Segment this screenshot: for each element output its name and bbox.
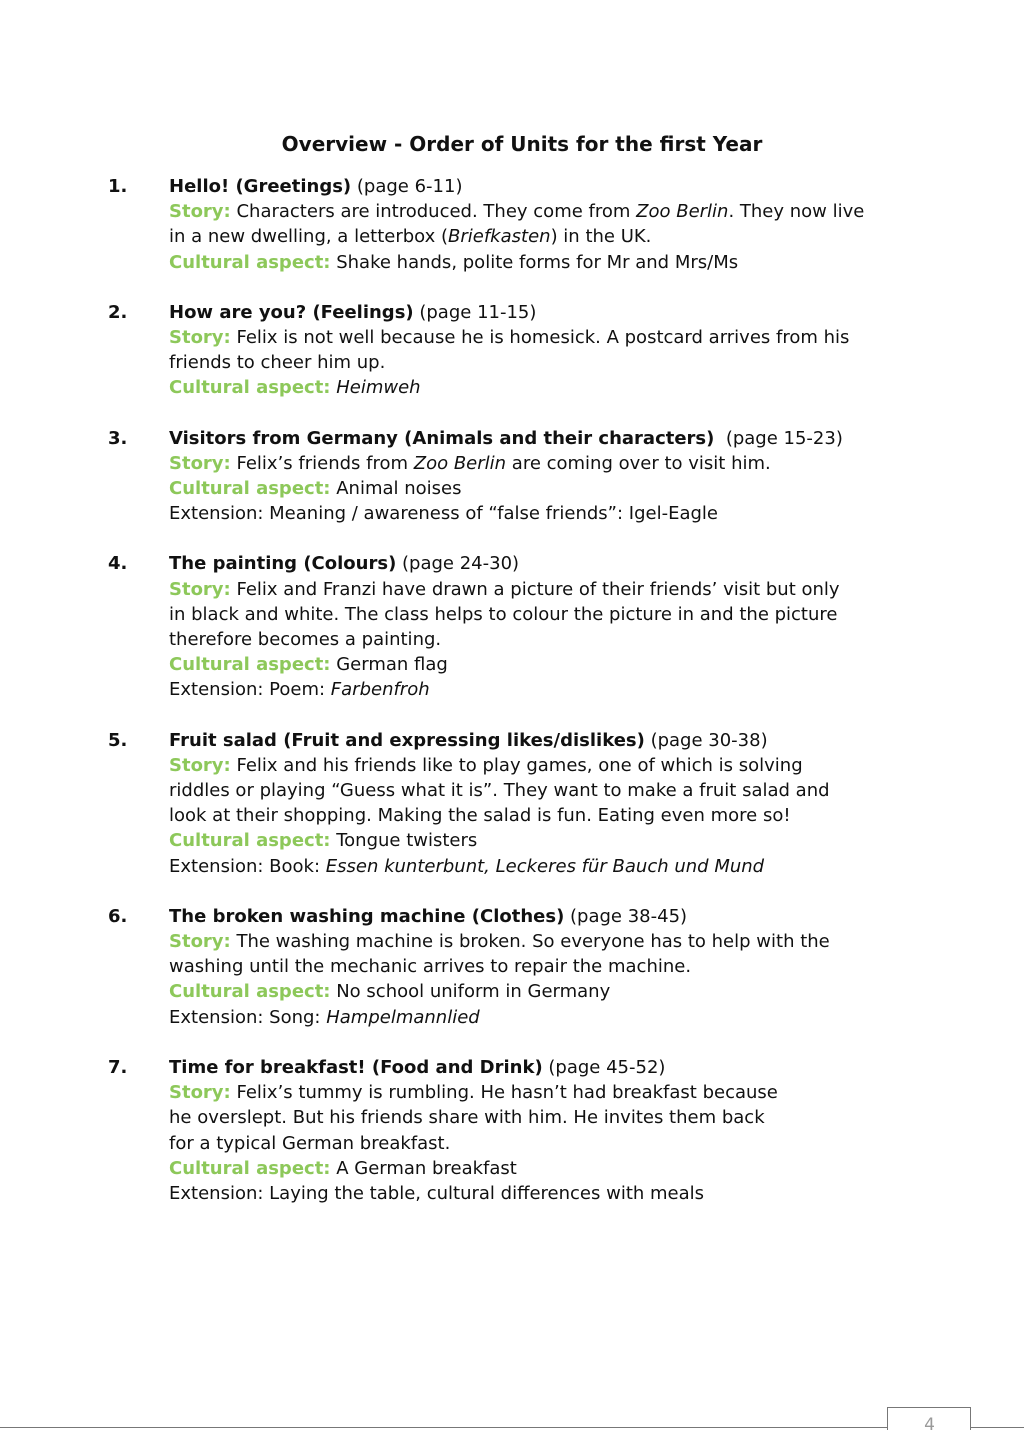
story-label: Story: [169,931,231,953]
unit-heading: The painting (Colours) [169,553,397,575]
unit-heading-line [169,1055,929,1080]
cultural-line [169,476,929,501]
unit-heading: The broken washing machine (Clothes) [169,905,565,927]
unit-pages: (page 6-11) [351,176,463,197]
story-italic: Briefkasten [448,226,551,248]
cultural-label: Cultural aspect: [169,377,331,399]
unit-6 [0,904,1024,1030]
cultural-italic: Heimweh [336,377,421,399]
unit-pages: (page 30-38) [644,729,768,751]
story-line [169,224,929,249]
extension-line [169,854,929,879]
unit-pages: (page 24-30) [396,553,520,575]
story-text: Felix’s friends from [230,452,414,474]
unit-heading: Fruit salad (Fruit and expressing likes/dislikes) [169,729,645,751]
unit-heading: Time for breakfast! (Food and Drink) [169,1056,543,1078]
cultural-line [169,250,929,275]
unit-body [169,551,929,702]
cultural-line [169,1156,929,1181]
story-line [169,1080,929,1105]
story-line [169,325,929,350]
extension-text: Extension: Book: [169,855,326,877]
unit-body [169,300,929,401]
units-list [0,174,1024,1231]
story-line [169,577,929,602]
unit-5 [0,728,1024,879]
story-text: Felix’s tummy is rumbling. He hasn’t had breakfast because [230,1082,778,1104]
unit-1 [0,174,1024,275]
cultural-label: Cultural aspect: [169,981,331,1003]
cultural-line [169,652,929,677]
cultural-text: No school uniform in Germany [330,981,611,1003]
story-line: washing until the mechanic arrives to repair the machine. [169,956,692,978]
unit-body [169,1055,929,1206]
unit-number: 1. [108,176,128,197]
story-line [169,199,929,224]
extension-italic: Hampelmannlied [326,1006,480,1028]
story-italic: Zoo Berlin [413,452,507,474]
unit-number: 2. [108,301,128,323]
unit-number: 6. [108,905,128,927]
story-line [169,753,929,778]
unit-heading-line [169,551,929,576]
story-line: for a typical German breakfast. [169,1132,451,1154]
story-text: The washing machine is broken. So everyone has to help with the [230,931,830,953]
cultural-text: Animal noises [330,478,462,500]
cultural-line [169,828,929,853]
cultural-label: Cultural aspect: [169,478,331,500]
unit-body [169,904,929,1030]
cultural-label: Cultural aspect: [169,251,331,273]
story-text: ) in the UK. [550,226,652,248]
extension-text: Extension: Song: [169,1006,327,1028]
unit-pages: (page 11-15) [413,301,537,323]
cultural-text: Shake hands, polite forms for Mr and Mrs/Ms [330,251,739,273]
unit-pages: (page 38-45) [564,905,688,927]
story-label: Story: [169,1082,231,1104]
unit-number: 5. [108,729,128,751]
footer-rule [0,1427,1024,1428]
unit-number: 7. [108,1056,128,1078]
extension-italic: Essen kunterbunt, Leckeres für Bauch und Mund [325,855,765,877]
story-line [169,929,929,954]
story-text: Felix is not well because he is homesick. A postcard arrives from his [230,327,850,349]
unit-heading-line [169,300,929,325]
story-text: Felix and his friends like to play games, one of which is solving [230,754,803,776]
story-text: Felix and Franzi have drawn a picture of their friends’ visit but only [230,578,840,600]
unit-pages: (page 15-23) [714,427,843,449]
cultural-text: A German breakfast [330,1157,517,1179]
story-label: Story: [169,327,231,349]
story-label: Story: [169,452,231,474]
extension-line: Extension: Laying the table, cultural differences with meals [169,1182,705,1204]
unit-3 [0,426,1024,527]
cultural-label: Cultural aspect: [169,654,331,676]
unit-heading: Hello! (Greetings) [169,176,352,197]
extension-line: Extension: Meaning / awareness of “false friends”: Igel-Eagle [169,503,718,525]
unit-heading-line [169,728,929,753]
extension-italic: Farbenfroh [330,679,430,701]
unit-7 [0,1055,1024,1206]
cultural-label: Cultural aspect: [169,830,331,852]
unit-heading: How are you? (Feelings) [169,301,414,323]
story-line [169,451,929,476]
story-label: Story: [169,754,231,776]
page-title: Overview - Order of Units for the first Year [281,132,763,156]
story-line: he overslept. But his friends share with him. He invites them back [169,1107,765,1129]
story-text: in a new dwelling, a letterbox ( [169,226,449,248]
story-label: Story: [169,201,231,223]
cultural-text: German flag [330,654,448,676]
unit-body [169,174,929,275]
page-number: 4 [924,1415,935,1435]
story-label: Story: [169,578,231,600]
cultural-text: Tongue twisters [330,830,478,852]
unit-heading: Visitors from Germany (Animals and their characters) [169,427,715,449]
unit-pages: (page 45-52) [542,1056,666,1078]
cultural-line [169,979,929,1004]
unit-heading-line [169,174,929,199]
unit-2 [0,300,1024,401]
story-text: Characters are introduced. They come from [230,201,637,223]
extension-line [169,1005,929,1030]
cultural-label: Cultural aspect: [169,1157,331,1179]
unit-number: 3. [108,427,128,449]
unit-body [169,728,929,879]
unit-heading-line [169,904,929,929]
unit-body [169,426,929,527]
unit-number: 4. [108,553,128,575]
story-italic: Zoo Berlin [636,201,729,223]
story-text: are coming over to visit him. [506,452,771,474]
story-line: riddles or playing “Guess what it is”. They want to make a fruit salad and [169,780,830,802]
story-line: friends to cheer him up. [169,352,386,374]
story-line: therefore becomes a painting. [169,629,442,651]
story-line: look at their shopping. Making the salad is fun. Eating even more so! [169,805,791,827]
extension-line [169,677,929,702]
story-text: . They now live [728,201,865,223]
story-line: in black and white. The class helps to colour the picture in and the picture [169,603,838,625]
unit-4 [0,551,1024,702]
cultural-line [169,375,929,400]
extension-text: Extension: Poem: [169,679,331,701]
unit-heading-line [169,426,929,451]
